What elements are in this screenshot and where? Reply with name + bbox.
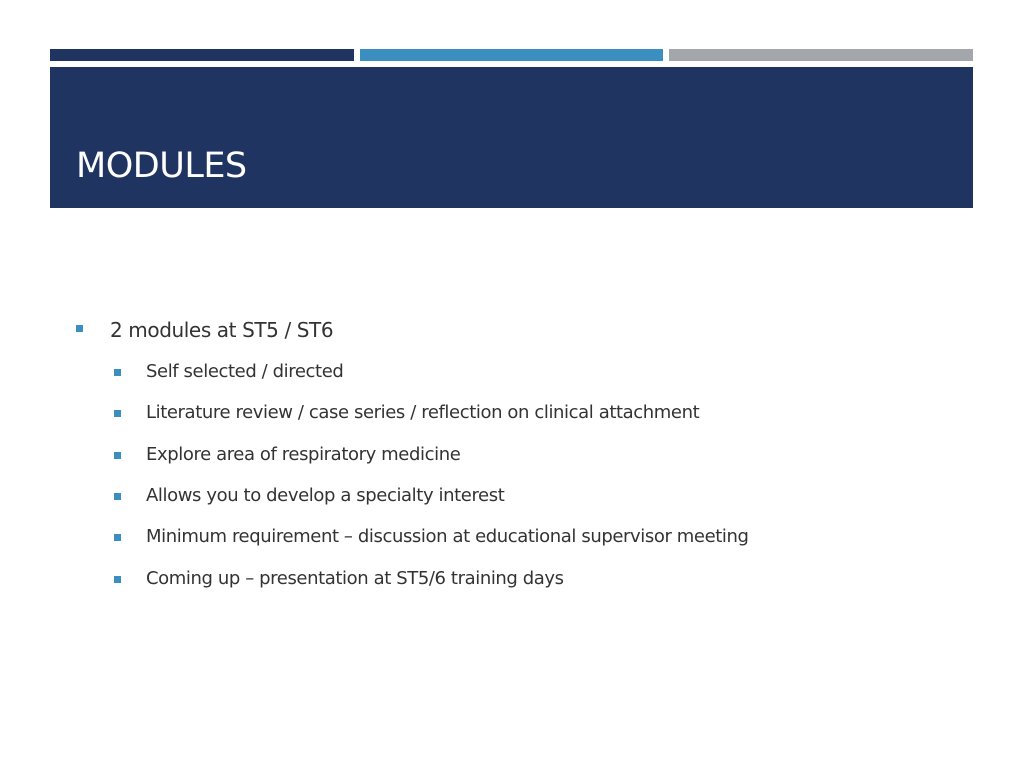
square-bullet-icon xyxy=(114,369,121,376)
square-bullet-icon xyxy=(114,576,121,583)
square-bullet-icon xyxy=(114,493,121,500)
bullet-text: Minimum requirement – discussion at educational supervisor meeting xyxy=(146,526,749,547)
bullet-text: Literature review / case series / reflection on clinical attachment xyxy=(146,402,700,423)
square-bullet-icon xyxy=(76,325,83,332)
bullet-text: Coming up – presentation at ST5/6 training days xyxy=(146,568,564,589)
bullet-text: Allows you to develop a specialty interest xyxy=(146,485,505,506)
bullet-text: 2 modules at ST5 / ST6 xyxy=(110,318,334,342)
square-bullet-icon xyxy=(114,452,121,459)
square-bullet-icon xyxy=(114,410,121,417)
bullet-text: Self selected / directed xyxy=(146,361,344,382)
bullet-text: Explore area of respiratory medicine xyxy=(146,444,461,465)
square-bullet-icon xyxy=(114,534,121,541)
slide-title: MODULES xyxy=(76,146,247,186)
